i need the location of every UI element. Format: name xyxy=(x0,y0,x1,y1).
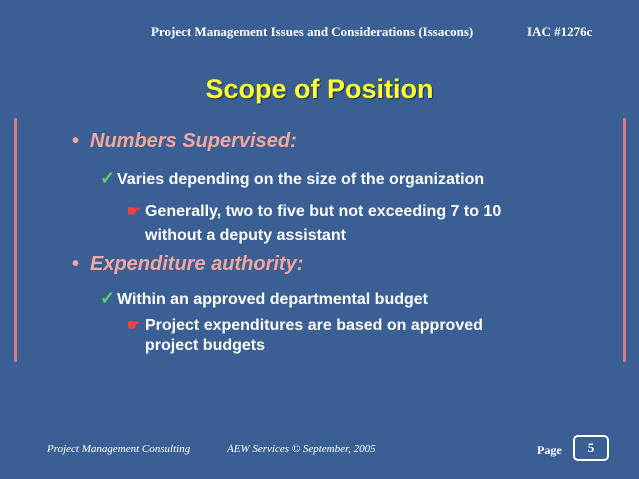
sub-list-item-line2: without a deputy assistant xyxy=(145,227,346,244)
left-accent-bar xyxy=(14,118,17,362)
page-number-badge: 5 xyxy=(573,435,609,461)
sub-list-item xyxy=(127,200,501,248)
right-accent-bar xyxy=(623,118,626,362)
checkmark-icon: ✓ xyxy=(100,168,116,188)
sub-list-item-line2: project budgets xyxy=(145,337,266,354)
sub-list-item-line1: Generally, two to five but not exceeding 7 to 10 xyxy=(145,203,502,220)
footer-company: Project Management Consulting xyxy=(47,443,191,455)
bullet-dot-icon: • xyxy=(72,253,80,275)
list-item-label: Varies depending on the size of the organization xyxy=(117,171,485,188)
header-code: IAC #1276c xyxy=(527,24,593,39)
pointing-hand-icon: ☛ xyxy=(127,203,141,220)
list-item xyxy=(100,168,484,189)
section-heading-label: Expenditure authority: xyxy=(90,253,304,275)
sub-list-item-line1: Project expenditures are based on approved xyxy=(145,317,483,334)
header-title: Project Management Issues and Considerations (Issacons) xyxy=(151,24,474,39)
checkmark-icon: ✓ xyxy=(100,288,116,308)
pointing-hand-icon: ☛ xyxy=(127,317,141,334)
bullet-dot-icon: • xyxy=(72,130,80,152)
section-heading-label: Numbers Supervised: xyxy=(90,130,297,152)
section-heading-expenditure-authority xyxy=(72,253,303,276)
sub-list-item xyxy=(127,316,483,356)
footer-copyright: AEW Services © September, 2005 xyxy=(227,443,376,455)
section-heading-numbers-supervised xyxy=(72,130,297,153)
list-item-label: Within an approved departmental budget xyxy=(117,291,428,308)
list-item xyxy=(100,288,428,309)
footer-page-label: Page xyxy=(537,443,562,457)
slide-title: Scope of Position xyxy=(205,74,434,104)
